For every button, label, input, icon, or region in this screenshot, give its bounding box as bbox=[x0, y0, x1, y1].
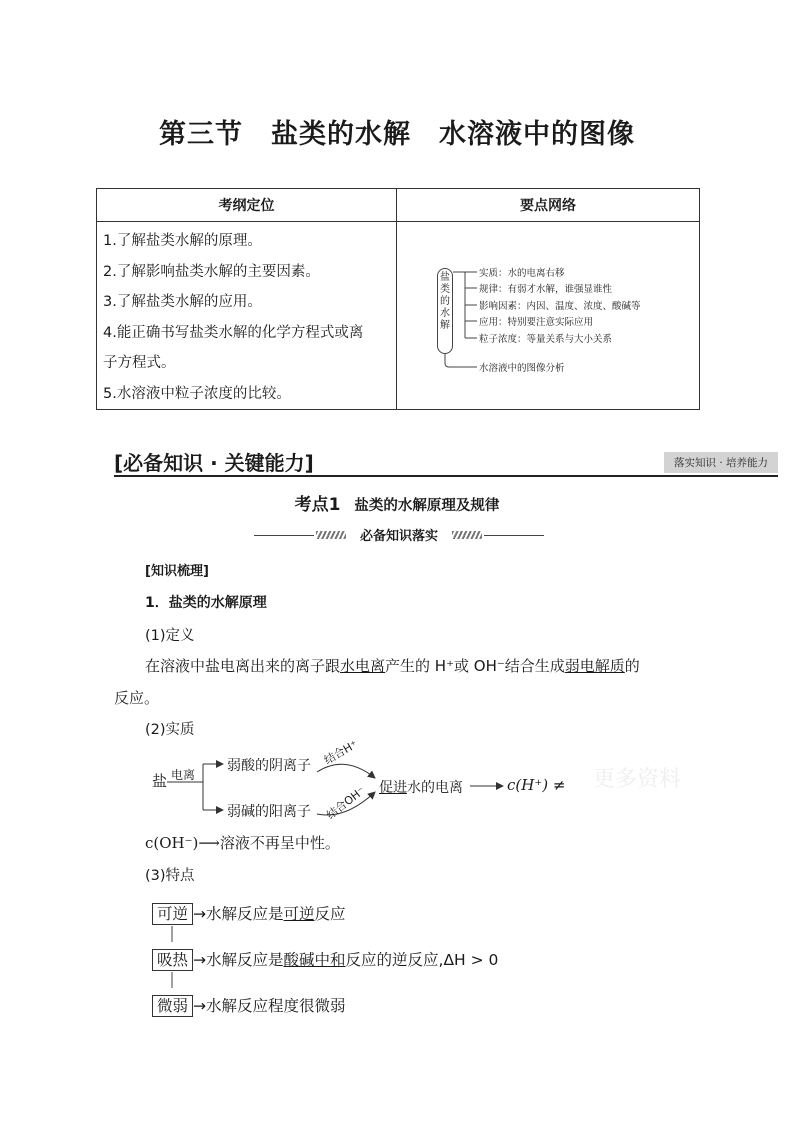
subheading: 必备知识落实 bbox=[359, 529, 438, 544]
goals-cell bbox=[97, 222, 397, 410]
section-title: [必备知识 · 关键能力] bbox=[114, 451, 314, 475]
page-title: 第三节 盐类的水解 水溶液中的图像 bbox=[159, 119, 635, 150]
essence-continuation: c(OH⁻)⟶溶液不再呈中性。 bbox=[145, 834, 340, 852]
feature-row: 吸热 →水解反应是酸碱中和反应的逆反应,ΔH > 0 bbox=[152, 948, 498, 970]
section-header bbox=[114, 443, 778, 477]
network-item: 规律：有弱才水解，谁强显谁性 bbox=[479, 284, 613, 295]
feature-row: 微弱 →水解反应程度很微弱 bbox=[152, 994, 346, 1016]
outline-table bbox=[96, 188, 700, 410]
knowledge-network bbox=[397, 222, 697, 408]
goal-item: 2.了解影响盐类水解的主要因素。 bbox=[103, 263, 320, 280]
network-item: 应用：特别要注意实际应用 bbox=[479, 317, 594, 328]
goal-item: 4.能正确书写盐类水解的化学方程式或离 bbox=[103, 324, 364, 341]
combine-h-label: 结合H⁺ bbox=[322, 737, 360, 767]
feature-row: 可逆 →水解反应是可逆反应 bbox=[152, 902, 346, 924]
definition-label: (1)定义 bbox=[145, 628, 195, 644]
network-item: 水溶液中的图像分析 bbox=[479, 363, 565, 374]
col-header-network: 要点网络 bbox=[397, 189, 700, 222]
ionize-label: 电离 bbox=[171, 768, 196, 782]
salt-label: 盐 bbox=[152, 772, 168, 790]
network-root: 盐 类 的 水 解 bbox=[437, 268, 453, 354]
network-item: 实质：水的电离右移 bbox=[479, 268, 565, 279]
col-header-goals: 考纲定位 bbox=[97, 189, 397, 222]
answer-blank: 酸碱中和 bbox=[283, 951, 346, 969]
answer-blank: 弱电解质 bbox=[564, 657, 625, 675]
goal-item: 5.水溶液中粒子浓度的比较。 bbox=[103, 385, 291, 402]
kaodian-name: 盐类的水解原理及规律 bbox=[354, 498, 500, 514]
answer-blank: 促进 bbox=[379, 780, 407, 796]
kaodian-heading bbox=[0, 490, 794, 515]
promote-water-ionization: 促进水的电离 bbox=[379, 780, 463, 796]
stripe-ornament bbox=[452, 531, 482, 539]
hydrolysis-essence-diagram bbox=[145, 737, 682, 838]
goal-item: 1.了解盐类水解的原理。 bbox=[103, 233, 262, 249]
definition-line: 反应。 bbox=[114, 689, 160, 707]
feature-tag: 微弱 bbox=[152, 995, 193, 1017]
features-label: (3)特点 bbox=[145, 868, 195, 884]
feature-tag: 可逆 bbox=[152, 903, 193, 925]
stripe-ornament bbox=[316, 531, 346, 539]
network-cell bbox=[397, 222, 700, 410]
divider-line bbox=[254, 535, 314, 536]
heading-hydrolysis-principle: 1．盐类的水解原理 bbox=[145, 595, 267, 611]
combine-oh-label: 结合OH⁻ bbox=[324, 784, 368, 822]
answer-blank: 可逆 bbox=[283, 905, 315, 923]
network-item: 粒子浓度：等量关系与大小关系 bbox=[479, 334, 613, 345]
weak-acid-anion: 弱酸的阴离子 bbox=[227, 758, 311, 774]
watermark: 更多资料 bbox=[593, 767, 682, 792]
feature-tag: 吸热 bbox=[152, 949, 193, 971]
divider-line bbox=[484, 535, 544, 536]
essence-label: (2)实质 bbox=[145, 722, 195, 738]
answer-blank: 水电离 bbox=[340, 657, 386, 675]
knowledge-tag: [知识梳理] bbox=[145, 564, 209, 579]
definition-line: 在溶液中盐电离出来的离子跟水电离产生的 H⁺或 OH⁻结合生成弱电解质的 bbox=[145, 657, 640, 675]
section-badge: 落实知识 · 培养能力 bbox=[664, 452, 778, 473]
c-h-expression: c(H⁺) ≠ bbox=[507, 776, 566, 794]
network-item: 影响因素：内因、温度、浓度、酸碱等 bbox=[479, 301, 641, 312]
goal-item: 子方程式。 bbox=[103, 355, 176, 371]
kaodian-label: 考点1 bbox=[294, 495, 341, 515]
weak-base-cation: 弱碱的阳离子 bbox=[227, 804, 311, 820]
subheading-bar bbox=[254, 524, 544, 546]
goal-item: 3.了解盐类水解的应用。 bbox=[103, 294, 262, 310]
